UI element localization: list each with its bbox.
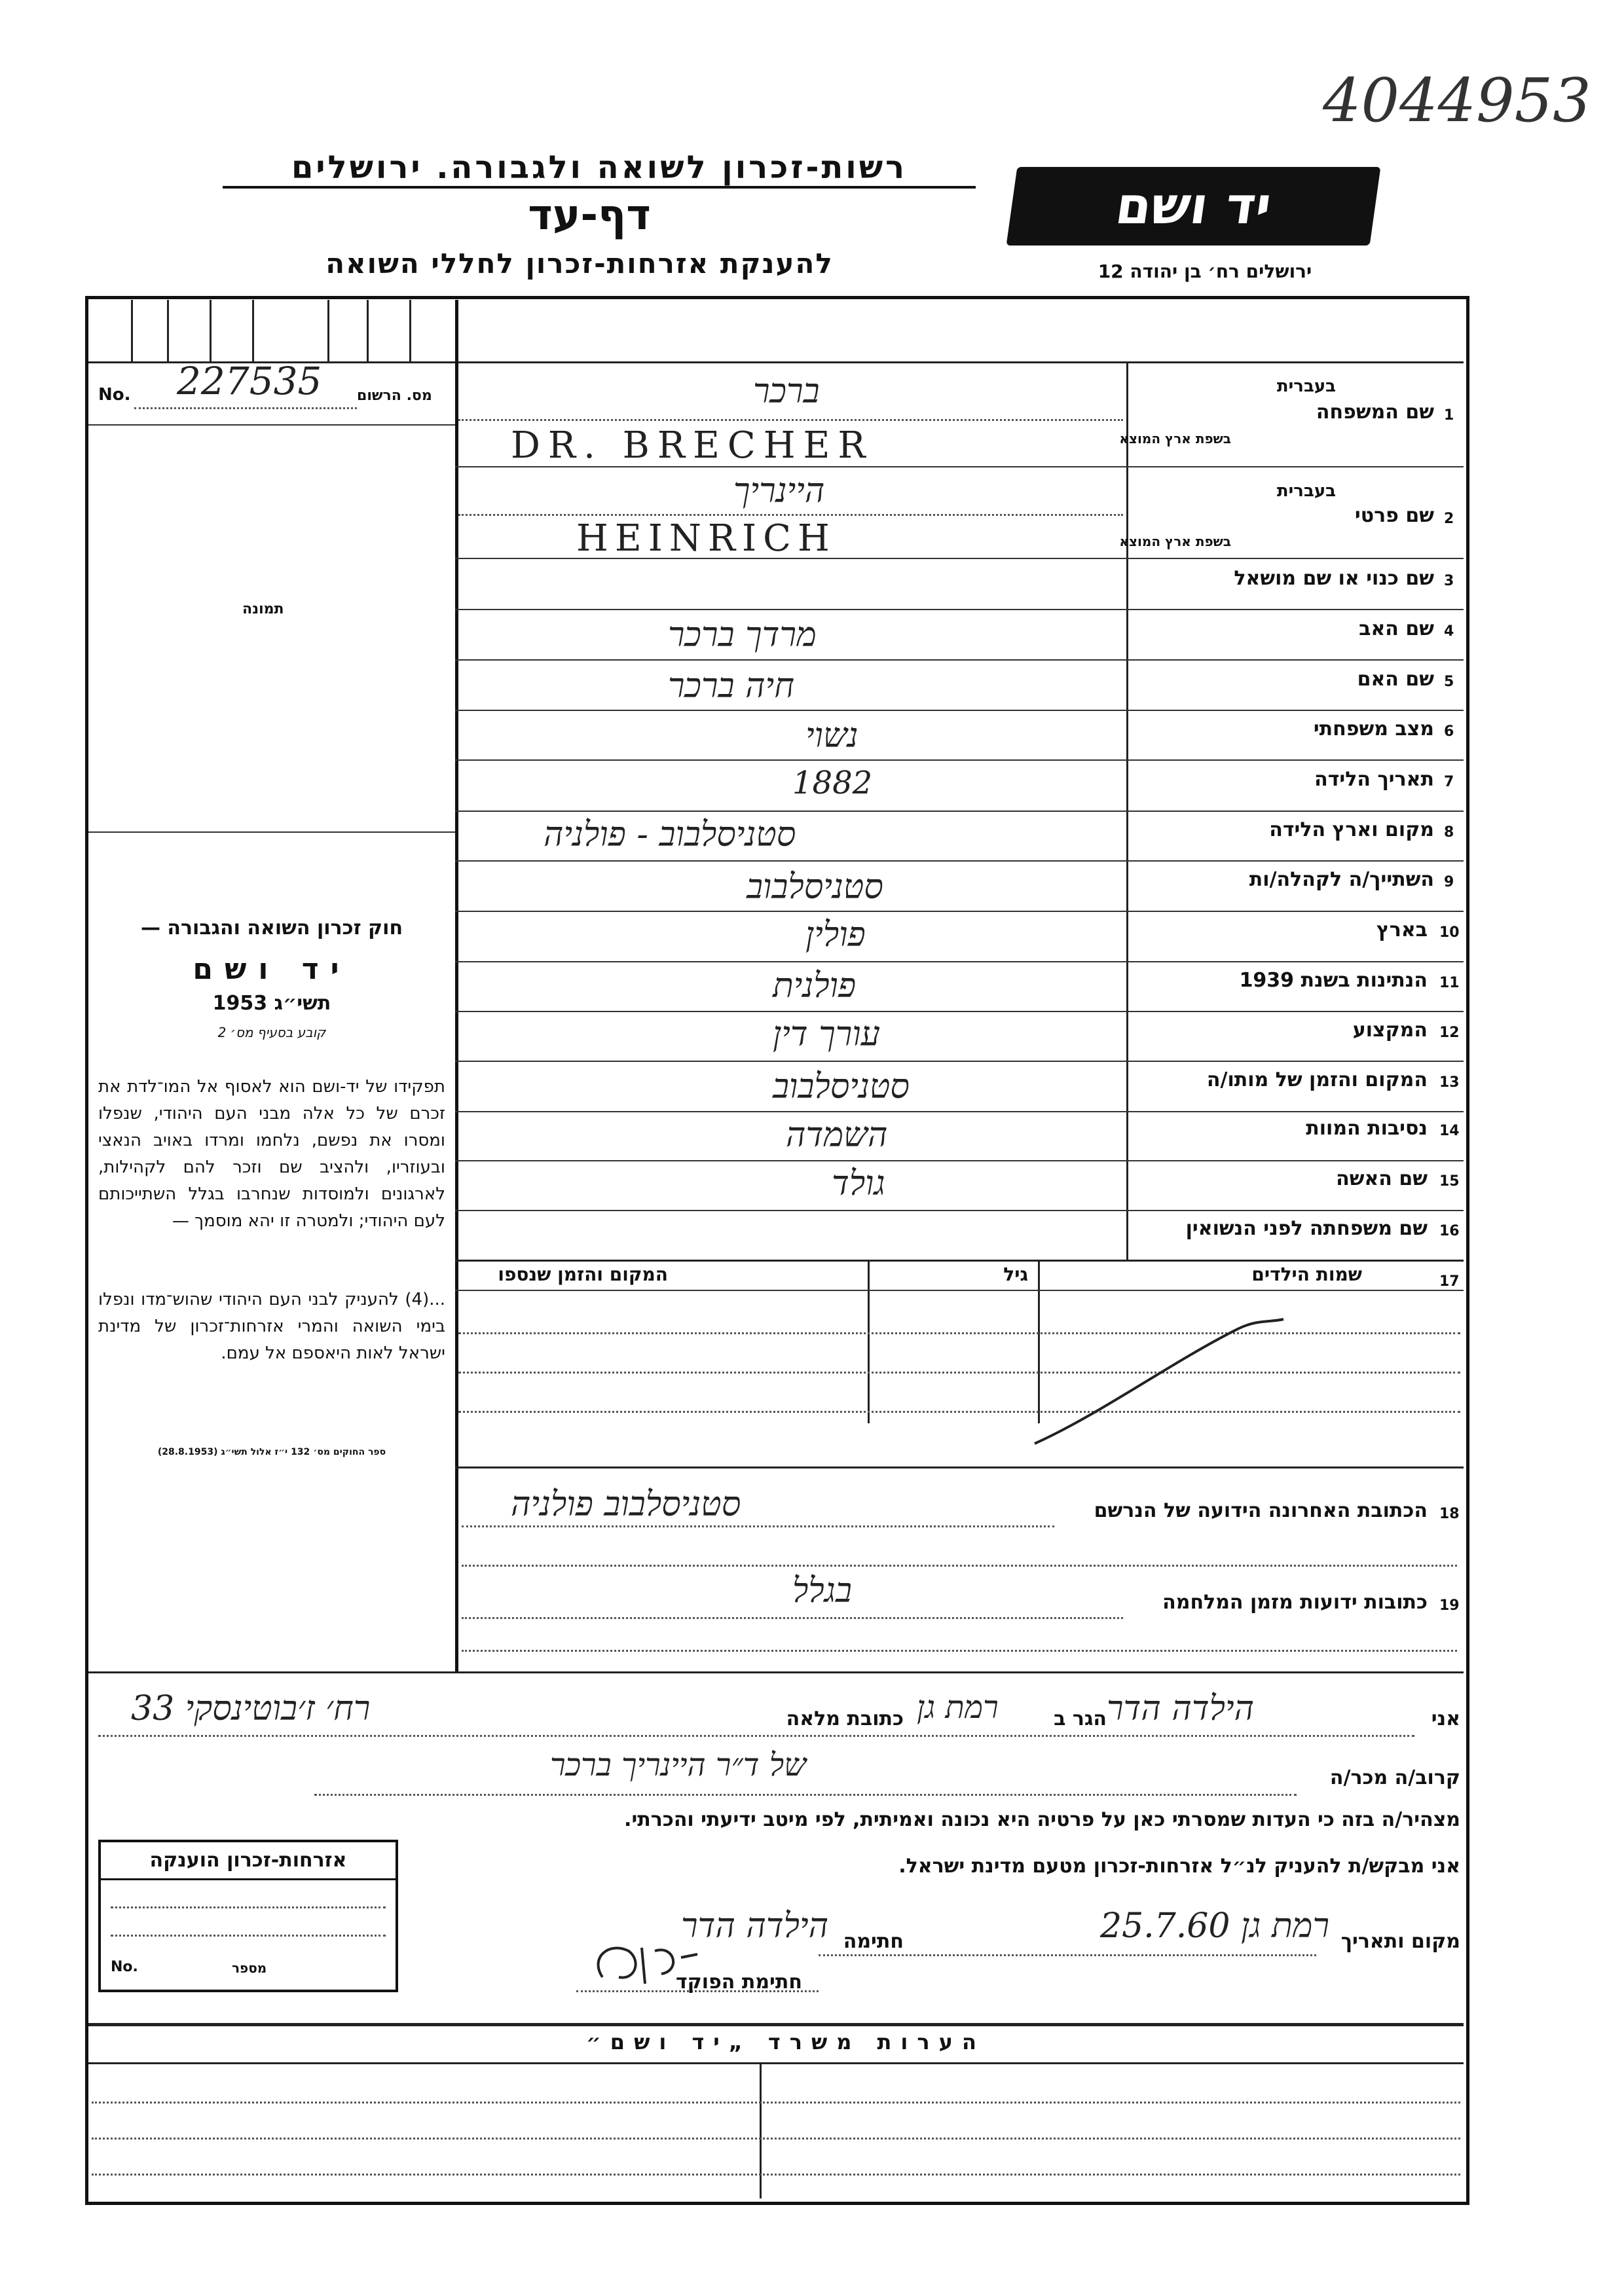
sub-dots: [458, 514, 1123, 516]
row-line: [455, 911, 1464, 912]
row-line: [455, 811, 1464, 812]
field-number-12: 12: [1439, 1025, 1460, 1041]
archive-number: 4044953: [1323, 65, 1591, 136]
field-label-11: הנתינות בשנת 1939: [1239, 969, 1428, 992]
strip-tick: [409, 300, 411, 361]
remarks-title: הערות משרד „יד ושם״: [586, 2030, 986, 2054]
field-label-14: נסיבות המוות: [1306, 1117, 1428, 1140]
field-number-8: 8: [1444, 824, 1454, 841]
decl-gar: הגר ב: [1054, 1707, 1107, 1730]
row-line: [455, 609, 1464, 610]
citizenship-box: [98, 1840, 398, 1992]
field-label-18: הכתובת האחרונה הידועה של הנרשם: [1094, 1499, 1428, 1522]
decl-address: רח׳ ז׳בוטינסקי 33: [131, 1689, 371, 1728]
officer-signature-mark: [583, 1931, 714, 1997]
decl-ani: אני: [1431, 1707, 1460, 1730]
reg-label: מס. הרשום: [357, 388, 432, 404]
field-number-17: 17: [1439, 1273, 1460, 1290]
row-line: [455, 1061, 1464, 1062]
field-number-9: 9: [1444, 874, 1454, 890]
field-value-he-2: היינריך: [733, 471, 825, 511]
decl-address-label: כתובת מלאה: [786, 1707, 904, 1730]
field-label-5: שם האם: [1357, 668, 1434, 691]
field-label-19: כתובות ידועות מזמן המלחמה: [1162, 1591, 1428, 1614]
field-label-10: בארץ: [1376, 919, 1428, 941]
children-header-line: [455, 1290, 1464, 1291]
sub-dots: [458, 419, 1123, 421]
citizenship-no-label: No.: [111, 1959, 138, 1975]
field-value-orig-1: DR. BRECHER: [511, 424, 874, 467]
law-name: יד ושם: [193, 953, 351, 986]
field-number-4: 4: [1444, 623, 1454, 640]
remarks-top-line: [88, 2023, 1464, 2026]
field-19-dots-2: [462, 1650, 1457, 1652]
authority-title: רשות-זכרון לשואה ולגבורה. ירושלים: [223, 149, 976, 189]
row-line: [455, 710, 1464, 711]
field-value-9: סטניסלבוב: [747, 867, 883, 907]
field-label-7: תאריך הלידה: [1314, 768, 1434, 791]
row-line: [455, 1260, 1464, 1262]
decl-signature: הילדה הדר: [681, 1906, 829, 1946]
field-label-2: שם פרטי: [1354, 504, 1434, 527]
row-line: [455, 1011, 1464, 1012]
field-value-10: פולין: [805, 915, 866, 955]
field-label-3: שם כנוי או שם מושאל: [1234, 567, 1434, 590]
field-label-4: שם האב: [1359, 617, 1434, 640]
field-label-15: שם האשה: [1336, 1167, 1428, 1190]
decl-place-date: רמת גן 25.7.60: [1100, 1906, 1330, 1946]
citizenship-num-label: מספר: [232, 1960, 267, 1976]
field-value-he-1: ברכר: [753, 372, 820, 411]
field-value-5: חיה ברכר: [668, 666, 794, 706]
form-title: דף-עד: [528, 191, 651, 240]
remarks-header-line: [88, 2062, 1464, 2064]
form-subtitle: להענקת אזרחות-זכרון לחללי השואה: [325, 247, 834, 280]
field-label-1: שם המשפחה: [1316, 401, 1434, 424]
children-row: [458, 1332, 1460, 1334]
field-value-8: סטניסלבוב - פולניה: [544, 815, 796, 854]
law-clause: קובע בסעיף מס׳ 2: [217, 1025, 326, 1040]
field-sub-orig-1: בשפת ארץ המוצא: [1119, 431, 1231, 446]
strip-tick: [131, 300, 133, 361]
children-col-age: גיל: [1003, 1264, 1028, 1285]
field-sub-orig-2: בשפת ארץ המוצא: [1119, 534, 1231, 549]
field-number-13: 13: [1439, 1074, 1460, 1091]
reg-line: [88, 424, 455, 426]
children-col-place: המקום והזמן שנספו: [498, 1264, 668, 1285]
row-line: [455, 961, 1464, 962]
field-number-10: 10: [1439, 924, 1460, 941]
row-line: [455, 659, 1464, 661]
field-label-9: השתייך/ה לקהלה/ות: [1249, 868, 1434, 891]
law-year: תשי״ג 1953: [212, 992, 331, 1015]
section-line: [88, 1671, 1464, 1673]
field-value-4: מרדך ברכר: [668, 615, 817, 655]
field-number-14: 14: [1439, 1123, 1460, 1139]
field-18-dots: [462, 1525, 1054, 1527]
field-sub-hebrew-1: בעברית: [1276, 376, 1336, 396]
reg-dots: [134, 407, 357, 409]
law-title: חוק זכרון השואה והגבורה —: [140, 917, 403, 939]
row-line: [455, 1210, 1464, 1211]
yad-vashem-logo: [1006, 167, 1381, 246]
row-line: [455, 1160, 1464, 1161]
children-row: [458, 1411, 1460, 1413]
field-value-6: נשוי: [805, 716, 858, 756]
decl-dots-1: [98, 1735, 1414, 1737]
strip-tick: [167, 300, 169, 361]
field-number-1: 1: [1444, 407, 1454, 424]
decl-city: רמת גן: [917, 1689, 999, 1726]
strip-tick: [252, 300, 254, 361]
remarks-row: [92, 2138, 1460, 2140]
field-value-19: בגלל: [792, 1571, 852, 1611]
row-line: [455, 1111, 1464, 1112]
photo-label: תמונה: [242, 601, 284, 617]
reg-no-label: No.: [98, 385, 131, 405]
field-value-15: גולד: [832, 1164, 885, 1203]
children-row: [458, 1372, 1460, 1374]
decl-relation-label: קרוב/ה מכר/ה: [1329, 1766, 1460, 1789]
officer-signature-label: חתימת הפוקד: [676, 1971, 802, 1994]
decl-statement: מצהיר/ה בזה כי העדות שמסרתי כאן על פרטיה היא נכונה ואמיתית, לפי מיטב ידיעתי והכרתי.: [624, 1808, 1460, 1831]
children-col-border: [868, 1260, 870, 1423]
field-number-19: 19: [1439, 1597, 1460, 1614]
field-number-15: 15: [1439, 1173, 1460, 1190]
section-line: [455, 1467, 1464, 1468]
field-value-11: פולנית: [773, 966, 857, 1006]
field-number-16: 16: [1439, 1223, 1460, 1239]
strip-tick: [367, 300, 369, 361]
children-strike-mark: [1022, 1303, 1310, 1453]
field-value-18: סטניסלבוב פולניה: [511, 1485, 741, 1524]
field-value-7: 1882: [792, 765, 873, 801]
field-label-13: המקום והזמן של מותו/ה: [1206, 1068, 1428, 1091]
reg-no-value: 227535: [177, 359, 322, 403]
decl-signature-label: חתימה: [843, 1930, 904, 1953]
strip-tick: [210, 300, 212, 361]
field-18-dots-2: [462, 1565, 1457, 1567]
children-col-names: שמות הילדים: [1251, 1264, 1362, 1285]
remarks-divider: [760, 2062, 762, 2198]
row-line: [455, 860, 1464, 862]
field-sub-hebrew-2: בעברית: [1276, 481, 1336, 501]
decl-place-date-label: מקום ותאריך: [1340, 1930, 1460, 1953]
field-number-2: 2: [1444, 511, 1454, 527]
logo-text: יד ושם: [1112, 177, 1275, 236]
field-number-5: 5: [1444, 674, 1454, 690]
decl-dots-2: [314, 1794, 1297, 1796]
logo-address: ירושלים רח׳ בן יהודה 12: [1098, 261, 1312, 282]
field-number-18: 18: [1439, 1506, 1460, 1522]
field-number-7: 7: [1444, 774, 1454, 790]
field-value-13: סטניסלבוב: [773, 1067, 910, 1106]
photo-box-bottom: [88, 831, 455, 833]
field-19-dots: [462, 1617, 1123, 1619]
field-value-12: עורך דין: [773, 1015, 881, 1054]
field-number-6: 6: [1444, 723, 1454, 740]
citizenship-title: אזרחות-זכרון הוענקה: [101, 1842, 396, 1880]
field-label-12: המקצוע: [1352, 1019, 1428, 1042]
field-number-11: 11: [1439, 975, 1460, 991]
field-label-8: מקום וארץ הלידה: [1269, 818, 1434, 841]
field-label-6: מצב משפחתי: [1313, 718, 1434, 740]
field-value-14: השמדה: [786, 1116, 888, 1155]
law-text-2: ...(4) להעניק לבני העם היהודי שהוש־מדו ונפלו בימי השואה והמרי אזרחות־זכרון של מדינת ישראל לאות היאספם אל עמם.: [98, 1290, 445, 1363]
left-column-border: [455, 300, 458, 1671]
decl-of-name: של ד״ר היינריך ברכר: [550, 1747, 807, 1783]
field-label-16: שם משפחתה לפני הנשואין: [1185, 1217, 1428, 1240]
strip-tick: [327, 300, 329, 361]
field-number-3: 3: [1444, 573, 1454, 589]
decl-name: הילדה הדר: [1107, 1689, 1255, 1728]
law-text-1: תפקידו של יד-ושם הוא לאסוף אל המו־לדת את זכרם של כל אלה מבני העם היהודי, שנפלו ומסרו את נפשם, נלחמו ומרדו באויב הנאצי ובעוזריו, ולהציב שם וזכר להם לקהילות, לארגונים ולמוסדות שנחרבו בגלל השתייכותם לעם היהודי; ולמטרה זו יהא מוסמך —: [98, 1077, 445, 1231]
decl-dots-3: [819, 1954, 1316, 1956]
remarks-row: [92, 2174, 1460, 2176]
row-line: [455, 759, 1464, 761]
law-footnote: ספר החוקים מס׳ 132 י״ז אלול תשי״ג (28.8.1953): [157, 1447, 386, 1457]
decl-request: אני מבקש/ת להעניק לנ״ל אזרחות-זכרון מטעם מדינת ישראל.: [898, 1855, 1460, 1878]
field-value-orig-2: HEINRICH: [576, 517, 836, 560]
remarks-row: [92, 2102, 1460, 2104]
